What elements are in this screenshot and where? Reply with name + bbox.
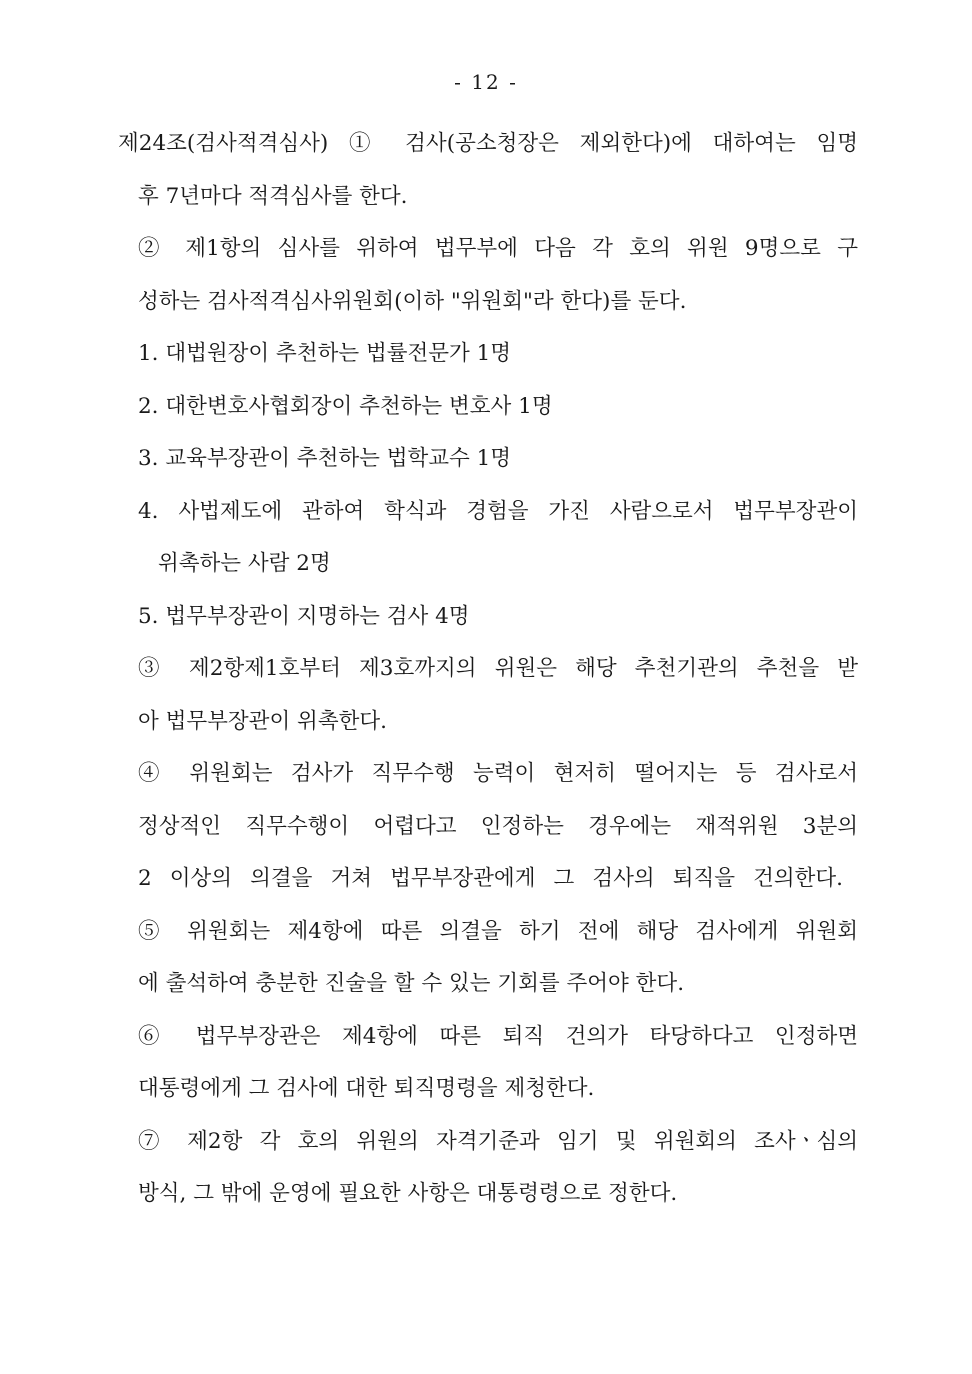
paragraph-5-line: ⑤ 위원회는 제4항에 따른 의결을 하기 전에 해당 검사에게 위원회 — [138, 919, 858, 944]
list-item-continuation: 위촉하는 사람 2명 — [158, 551, 331, 576]
paragraph-2-line: ② 제1항의 심사를 위하여 법무부에 다음 각 호의 위원 9명으로 구 — [138, 236, 858, 261]
text-line: 후 7년마다 적격심사를 한다. — [138, 184, 408, 209]
page-number: - 12 - — [454, 70, 518, 94]
text-line: 대통령에게 그 검사에 대한 퇴직명령을 제청한다. — [138, 1076, 595, 1101]
text-line: 성하는 검사적격심사위원회(이하 "위원회"라 한다)를 둔다. — [138, 289, 687, 314]
paragraph-7-line: ⑦ 제2항 각 호의 위원의 자격기준과 임기 및 위원회의 조사ㆍ심의 — [138, 1129, 858, 1154]
list-item: 5. 법무부장관이 지명하는 검사 4명 — [138, 604, 470, 629]
list-item: 3. 교육부장관이 추천하는 법학교수 1명 — [138, 446, 512, 471]
paragraph-3-line: ③ 제2항제1호부터 제3호까지의 위원은 해당 추천기관의 추천을 받 — [138, 656, 858, 681]
paragraph-6-line: ⑥ 법무부장관은 제4항에 따른 퇴직 건의가 타당하다고 인정하면 — [138, 1024, 858, 1049]
text-line: 2 이상의 의결을 거쳐 법무부장관에게 그 검사의 퇴직을 건의한다. — [138, 866, 843, 891]
text-line: 방식, 그 밖에 운영에 필요한 사항은 대통령령으로 정한다. — [138, 1181, 678, 1206]
list-item: 1. 대법원장이 추천하는 법률전문가 1명 — [138, 341, 512, 366]
text-line: 에 출석하여 충분한 진술을 할 수 있는 기회를 주어야 한다. — [138, 971, 685, 996]
text-line: 정상적인 직무수행이 어렵다고 인정하는 경우에는 재적위원 3분의 — [138, 814, 858, 839]
article-24-heading-line: 제24조(검사적격심사) ① 검사(공소청장은 제외한다)에 대하여는 임명 — [118, 131, 858, 156]
text-line: 아 법무부장관이 위촉한다. — [138, 709, 387, 734]
paragraph-4-line: ④ 위원회는 검사가 직무수행 능력이 현저히 떨어지는 등 검사로서 — [138, 761, 858, 786]
list-item: 2. 대한변호사협회장이 추천하는 변호사 1명 — [138, 394, 553, 419]
list-item: 4. 사법제도에 관하여 학식과 경험을 가진 사람으로서 법무부장관이 — [138, 499, 858, 524]
